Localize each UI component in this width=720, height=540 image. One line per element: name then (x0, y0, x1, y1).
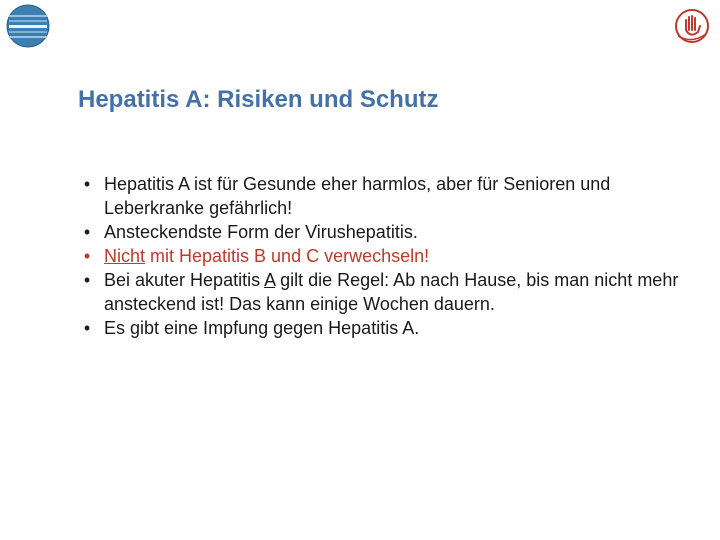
bullet-underlined-text: Nicht (104, 246, 146, 266)
list-item (80, 268, 680, 316)
blue-organization-logo-icon (6, 4, 50, 48)
red-hand-circle-logo-icon (672, 6, 712, 46)
bullet-text: mit Hepatitis B und C verwechseln! (145, 246, 430, 266)
bullet-dot-icon: • (83, 246, 91, 266)
list-item (80, 220, 680, 244)
bullet-dot-icon: • (83, 270, 91, 290)
bullet-text: Ansteckendste Form der Virushepatitis. (104, 222, 418, 242)
bullet-list (80, 172, 680, 340)
list-item (80, 244, 680, 268)
list-item (80, 316, 680, 340)
bullet-dot-icon: • (83, 222, 91, 242)
bullet-text: gilt die Regel: Ab nach Hause, bis man nicht mehr ansteckend ist! Das kann einige Wochen dauern. (104, 270, 679, 314)
bullet-underlined-text: A (264, 270, 276, 290)
bullet-text: Hepatitis A ist für Gesunde eher harmlos, aber für Senioren und Leberkranke gefährlich! (104, 174, 611, 218)
slide-title: Hepatitis A: Risiken und Schutz (78, 86, 439, 113)
bullet-text: Bei akuter Hepatitis (104, 270, 265, 290)
bullet-dot-icon: • (83, 318, 91, 338)
bullet-dot-icon: • (83, 174, 91, 194)
list-item (80, 172, 680, 220)
bullet-text: Es gibt eine Impfung gegen Hepatitis A. (104, 318, 420, 338)
